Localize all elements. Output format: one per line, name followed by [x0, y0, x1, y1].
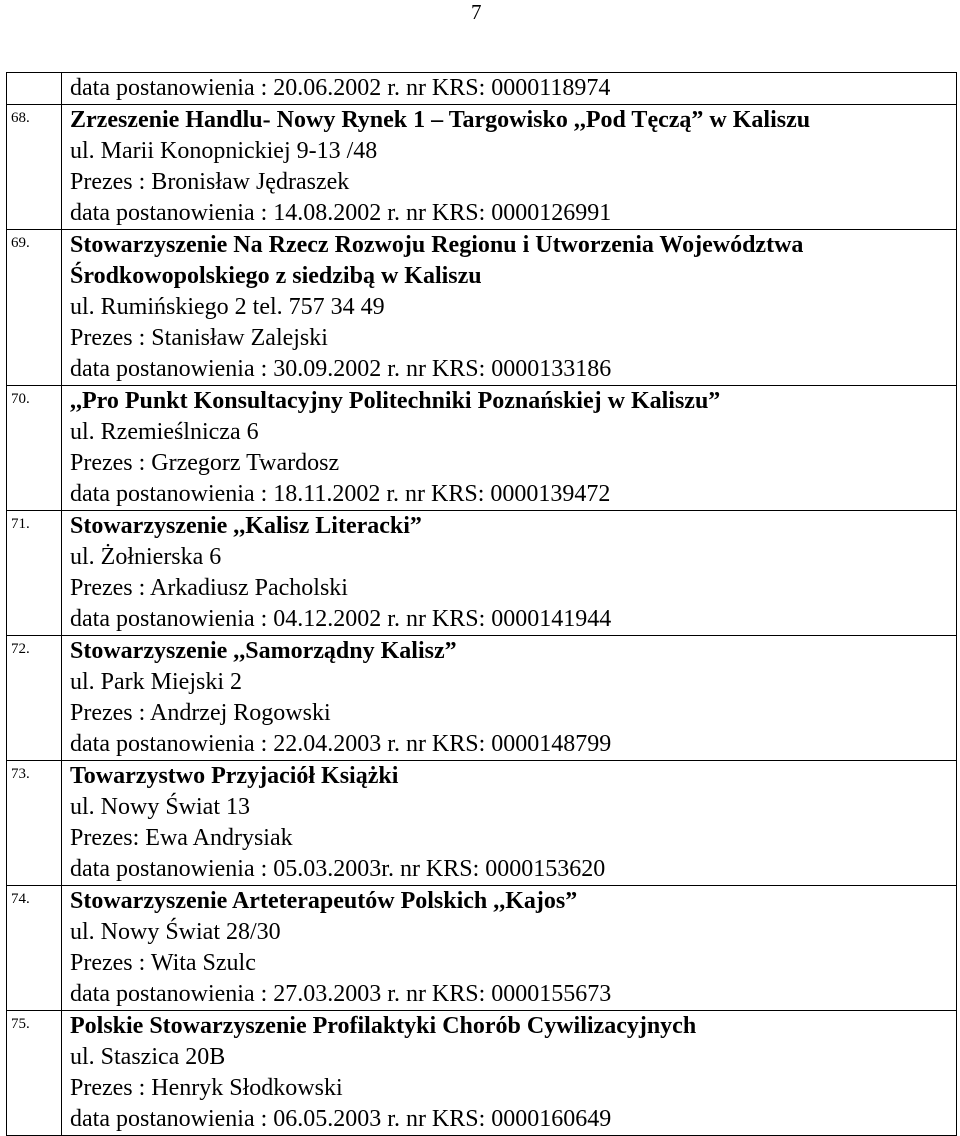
entry-president: Prezes : Henryk Słodkowski: [70, 1075, 343, 1101]
entry-president: Prezes : Arkadiusz Pacholski: [70, 575, 348, 601]
entry-meta: data postanowienia : 27.03.2003 r. nr KRS: 0000155673: [70, 981, 612, 1007]
entry-body-cell: [62, 886, 957, 1011]
entry-name: Zrzeszenie Handlu- Nowy Rynek 1 – Targowisko ,,Pod Tęczą” w Kaliszu: [70, 107, 811, 133]
entry-meta: data postanowienia : 18.11.2002 r. nr KRS: 0000139472: [70, 481, 611, 507]
entry-body-cell: [62, 386, 957, 511]
entry-address: ul. Marii Konopnickiej 9-13 /48: [70, 138, 378, 164]
entry-number: 74.: [11, 891, 30, 907]
table-row: [7, 386, 957, 511]
entry-meta: data postanowienia : 14.08.2002 r. nr KRS: 0000126991: [70, 200, 612, 226]
entry-number: 69.: [11, 235, 30, 251]
entry-number: 68.: [11, 110, 30, 126]
entry-body-cell: [62, 105, 957, 230]
entry-address: ul. Nowy Świat 13: [70, 794, 250, 820]
entry-number-cell: [7, 1011, 62, 1136]
entry-body-cell: [62, 636, 957, 761]
entry-number: 75.: [11, 1016, 30, 1032]
entry-number-cell: [7, 386, 62, 511]
entry-meta: data postanowienia : 20.06.2002 r. nr KRS: 0000118974: [70, 75, 611, 101]
entry-name: Stowarzyszenie ,,Samorządny Kalisz”: [70, 638, 457, 664]
entry-address: ul. Staszica 20B: [70, 1044, 226, 1070]
entry-number: 71.: [11, 516, 30, 532]
entry-name: Towarzystwo Przyjaciół Książki: [70, 763, 399, 789]
entry-address: ul. Żołnierska 6: [70, 544, 222, 570]
table-row: [7, 105, 957, 230]
entry-number-cell: [7, 73, 62, 105]
table-row: [7, 1011, 957, 1136]
entry-number: 70.: [11, 391, 30, 407]
entry-meta: data postanowienia : 30.09.2002 r. nr KRS: 0000133186: [70, 356, 612, 382]
entry-president: Prezes : Bronisław Jędraszek: [70, 169, 350, 195]
entry-address: ul. Park Miejski 2: [70, 669, 242, 695]
entry-name: ,,Pro Punkt Konsultacyjny Politechniki Poznańskiej w Kaliszu”: [70, 388, 721, 414]
page-number: 7: [471, 0, 482, 24]
entry-number-cell: [7, 636, 62, 761]
entry-president: Prezes: Ewa Andrysiak: [70, 825, 293, 851]
entry-name: Środkowopolskiego z siedzibą w Kaliszu: [70, 263, 482, 289]
entry-name: Stowarzyszenie Na Rzecz Rozwoju Regionu i Utworzenia Województwa: [70, 232, 804, 258]
entry-meta: data postanowienia : 04.12.2002 r. nr KRS: 0000141944: [70, 606, 612, 632]
entry-name: Stowarzyszenie ,,Kalisz Literacki”: [70, 513, 422, 539]
entry-number: 72.: [11, 641, 30, 657]
entry-body-cell: [62, 73, 957, 105]
entry-body-cell: [62, 761, 957, 886]
table-row: [7, 511, 957, 636]
table-row: [7, 636, 957, 761]
entry-meta: data postanowienia : 05.03.2003r. nr KRS: 0000153620: [70, 856, 606, 882]
entry-name: Stowarzyszenie Arteterapeutów Polskich ,,Kajos”: [70, 888, 578, 914]
entry-meta: data postanowienia : 06.05.2003 r. nr KRS: 0000160649: [70, 1106, 612, 1132]
table-row: [7, 886, 957, 1011]
registry-table: [6, 72, 957, 1136]
entry-body-cell: [62, 511, 957, 636]
entry-number-cell: [7, 230, 62, 386]
entry-president: Prezes : Wita Szulc: [70, 950, 256, 976]
entry-number-cell: [7, 511, 62, 636]
entry-address: ul. Nowy Świat 28/30: [70, 919, 281, 945]
entry-president: Prezes : Grzegorz Twardosz: [70, 450, 340, 476]
entry-number-cell: [7, 105, 62, 230]
table-row: [7, 230, 957, 386]
entry-body-cell: [62, 230, 957, 386]
entry-president: Prezes : Stanisław Zalejski: [70, 325, 328, 351]
entry-body-cell: [62, 1011, 957, 1136]
entry-address: ul. Rumińskiego 2 tel. 757 34 49: [70, 294, 385, 320]
entry-address: ul. Rzemieślnicza 6: [70, 419, 259, 445]
entry-number-cell: [7, 886, 62, 1011]
entry-number-cell: [7, 761, 62, 886]
table-row-continuation: [7, 73, 957, 105]
entry-president: Prezes : Andrzej Rogowski: [70, 700, 331, 726]
entry-meta: data postanowienia : 22.04.2003 r. nr KRS: 0000148799: [70, 731, 612, 757]
entry-name: Polskie Stowarzyszenie Profilaktyki Chorób Cywilizacyjnych: [70, 1013, 697, 1039]
table-row: [7, 761, 957, 886]
entry-number: 73.: [11, 766, 30, 782]
